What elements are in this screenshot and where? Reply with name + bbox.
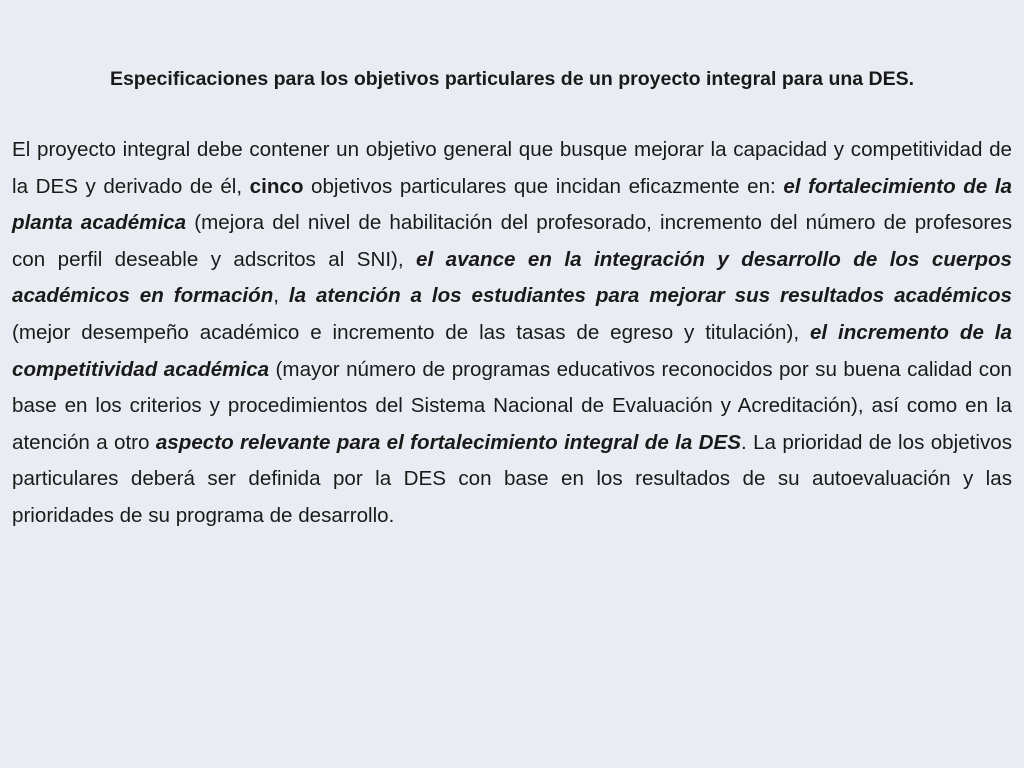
text-run-comma: , (273, 284, 289, 308)
text-run-aspecto-relevante: aspecto relevante para el fortalecimiento integral de la DES (155, 430, 742, 454)
text-run-prioridad: . La prioridad de los objetivos particulares deberá ser definida por la DES con base en los resultados de su autoevaluación y las prioridades de su programa de desarrollo. (12, 430, 1012, 527)
text-run-cuerpos-academicos: el avance en la integración y desarrollo de los cuerpos académicos en formación (12, 247, 1013, 308)
body-paragraph (12, 132, 1012, 535)
text-run-objetivos: objetivos particulares que incidan eficazmente en: (303, 174, 784, 198)
text-run-habilitacion: (mejora del nivel de habilitación del profesorado, incremento del número de profesores con perfil deseable y adscritos al SNI), (12, 211, 1013, 271)
text-run-fortalecimiento-planta: el fortalecimiento de la planta académica (12, 174, 1013, 235)
slide-title: Especificaciones para los objetivos particulares de un proyecto integral para una DES. (109, 68, 915, 90)
text-run-cinco: cinco (249, 174, 304, 198)
text-run-intro: El proyecto integral debe contener un objetivo general que busque mejorar la capacidad y competitividad de la DES y derivado de él, (12, 138, 1012, 198)
text-run-desempeno: (mejor desempeño académico e incremento de las tasas de egreso y titulación), (12, 320, 810, 344)
text-run-programas: (mayor número de programas educativos reconocidos por su buena calidad con base en los criterios y procedimientos del Sistema Nacional de Evaluación y Acreditación), así como en la atención a otro (12, 357, 1012, 454)
text-run-atencion-estudiantes: la atención a los estudiantes para mejorar sus resultados académicos (288, 284, 1013, 308)
text-run-competitividad: el incremento de la competitividad académica (12, 320, 1012, 381)
